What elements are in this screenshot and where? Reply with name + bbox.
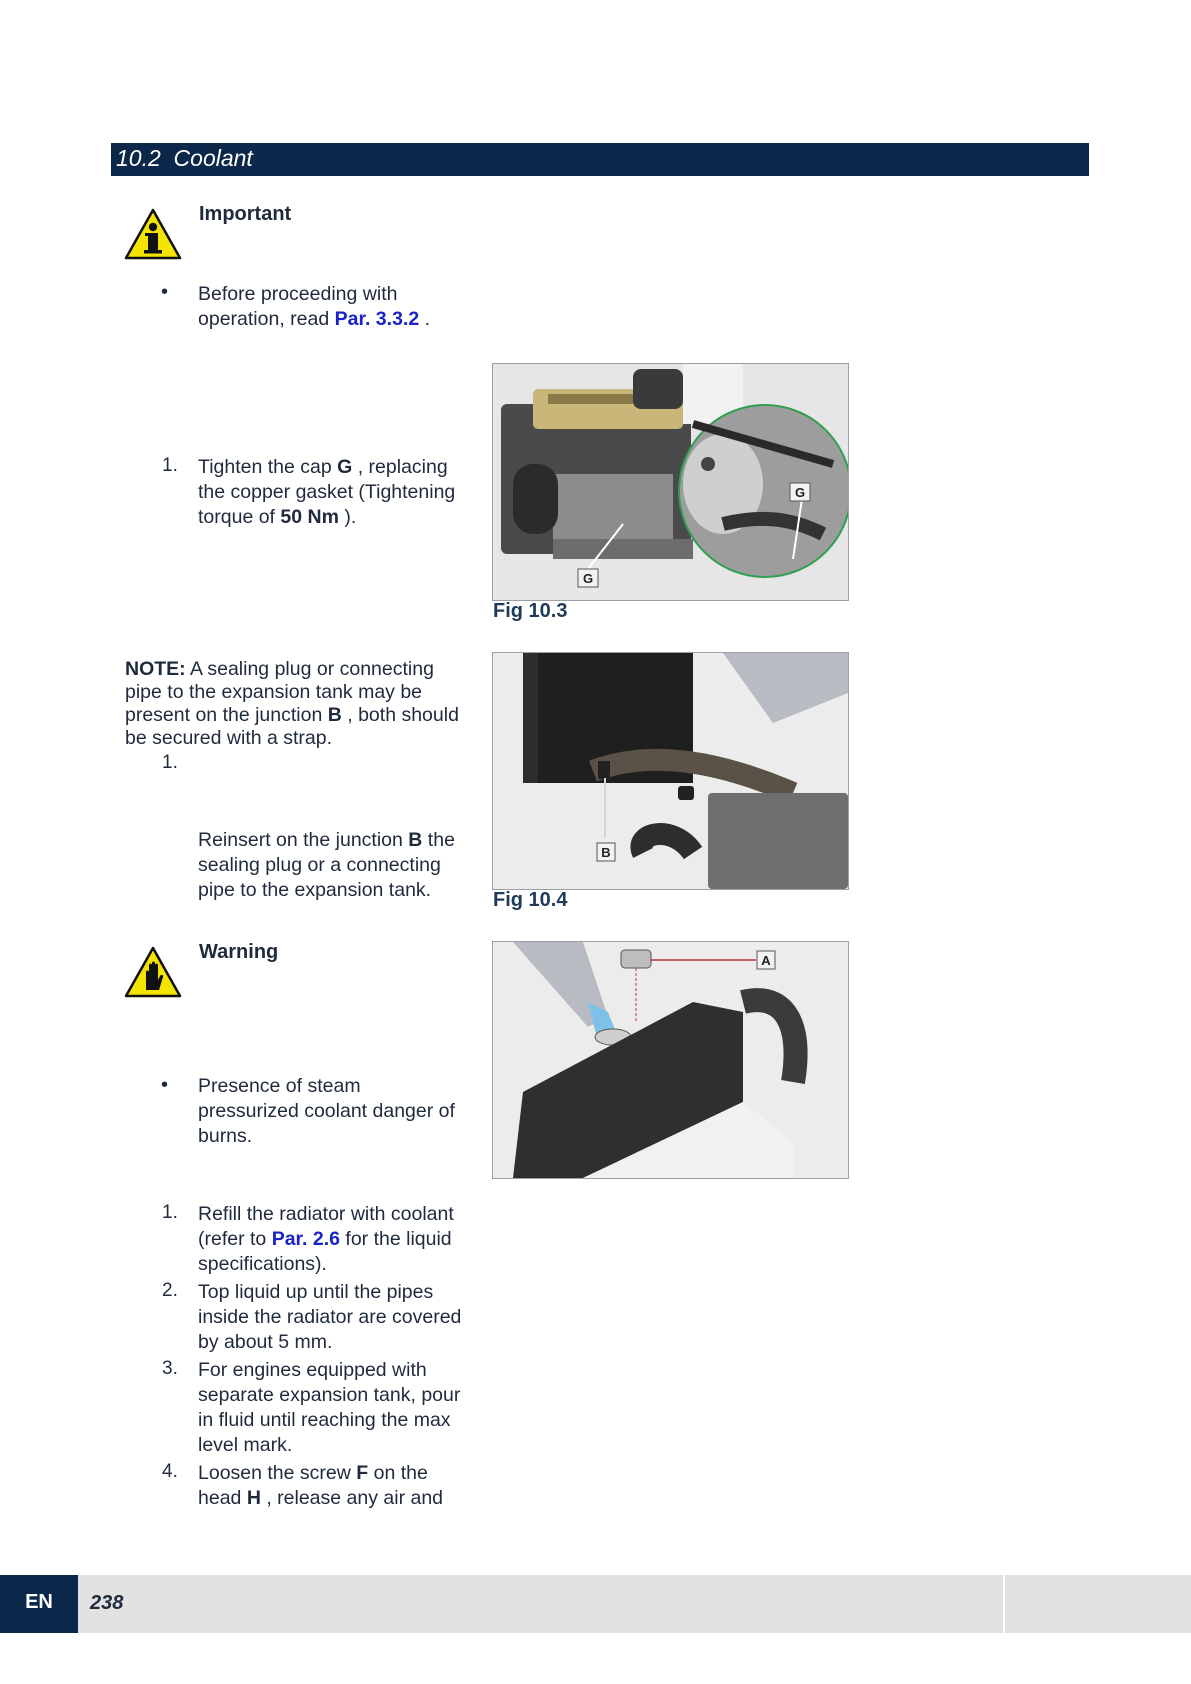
step-reinsert: Reinsert on the junction B the sealing plug or a connecting pipe to the expansion tank. xyxy=(198,829,455,901)
note-block: NOTE: A sealing plug or connecting pipe to the expansion tank may be present on the junction B , both should be secured with a strap. xyxy=(125,658,459,749)
footer-bar xyxy=(0,1575,1191,1633)
note-prefix: NOTE: xyxy=(125,658,186,680)
step-top-up: Top liquid up until the pipes inside the radiator are covered by about 5 mm. xyxy=(198,1281,462,1353)
figure-10-3-engine xyxy=(492,363,849,601)
page-number: 238 xyxy=(90,1592,124,1614)
warning-hand-icon xyxy=(124,946,182,998)
bullet-marker: • xyxy=(161,1074,169,1096)
step-number: 1. xyxy=(162,455,178,476)
important-text: Before proceeding with operation, read Par. 3.3.2 . xyxy=(198,283,431,330)
figure-label-a: A xyxy=(761,953,771,968)
section-header xyxy=(111,143,1089,176)
section-title: 10.2 Coolant xyxy=(116,145,253,171)
step-number: 4. xyxy=(162,1461,178,1482)
figure-10-4-radiator xyxy=(492,652,849,890)
figure-label-g-zoom: G xyxy=(794,485,806,500)
step-tighten-cap: Tighten the cap G , replacing the copper gasket (Tightening torque of 50 Nm ). xyxy=(198,456,456,528)
footer-language-badge: EN xyxy=(0,1575,78,1633)
figure-caption-10-4: Fig 10.4 xyxy=(493,889,568,911)
warning-text: Presence of steam pressurized coolant danger of burns. xyxy=(198,1075,455,1147)
footer-divider xyxy=(1003,1575,1005,1633)
step-expansion-tank: For engines equipped with separate expansion tank, pour in fluid until reaching the max level mark. xyxy=(198,1359,461,1456)
figure-caption-10-3: Fig 10.3 xyxy=(493,600,568,622)
figure-label-b: B xyxy=(601,845,611,860)
important-icon xyxy=(124,208,182,260)
step-number: 2. xyxy=(162,1280,178,1301)
step-number: 1. xyxy=(162,752,178,773)
bullet-marker: • xyxy=(161,281,169,303)
figure-refill-radiator xyxy=(492,941,849,1179)
step-number: 3. xyxy=(162,1358,178,1379)
par-2-6-link[interactable]: Par. 2.6 xyxy=(271,1228,340,1250)
step-loosen-screw: Loosen the screw F on the head H , release any air and xyxy=(198,1462,444,1509)
step-number: 1. xyxy=(162,1202,178,1223)
par-3-3-2-link[interactable]: Par. 3.3.2 xyxy=(334,308,420,330)
figure-label-g-engine: G xyxy=(582,571,594,586)
warning-title: Warning xyxy=(199,941,279,963)
step-refill: Refill the radiator with coolant (refer to Par. 2.6 for the liquid specifications). xyxy=(198,1203,454,1275)
important-title: Important xyxy=(199,203,292,225)
